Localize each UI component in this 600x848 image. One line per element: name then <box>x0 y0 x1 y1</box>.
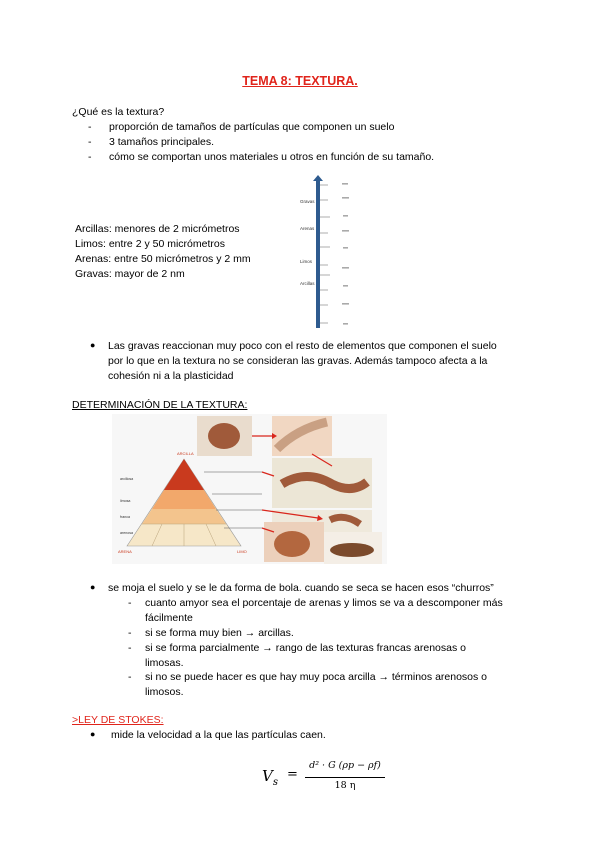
bullet-icon: ● <box>90 582 96 592</box>
size-arcillas: Arcillas: menores de 2 micrómetros <box>75 223 240 235</box>
stokes-bullet: mide la velocidad a la que las partículas caen. <box>111 729 326 741</box>
sub-item-1-line-2: fácilmente <box>145 612 193 624</box>
formula-equals: = <box>287 767 298 782</box>
triangle-side-arcillosa: arcillosa <box>120 477 134 481</box>
formula-denominator: 18 η <box>334 780 356 791</box>
triangle-side-limosa: limosa <box>120 499 131 503</box>
page-title: TEMA 8: TEXTURA. <box>242 74 358 88</box>
triangle-label-limo: LIMO <box>237 549 247 554</box>
sub-item-3-line-1: si se forma parcialmente → rango de las texturas francas arenosas o <box>145 642 466 654</box>
bullet-icon: ● <box>90 729 96 739</box>
gravel-note-line-1: Las gravas reaccionan muy poco con el resto de elementos que componen el suelo <box>108 340 497 352</box>
size-limos: Limos: entre 2 y 50 micrómetros <box>75 238 225 250</box>
triangle-label-arena: ARENA <box>118 549 132 554</box>
scale-label-arcillas: Arcillas <box>300 281 315 286</box>
formula-fraction-bar <box>305 777 385 778</box>
gravel-note-line-2: por lo que en la textura no se consideran las gravas. Además tampoco afecta a la <box>108 355 488 367</box>
formula-lhs: $V_s$ <box>262 767 278 788</box>
scale-label-limos: Limos <box>300 259 313 264</box>
dash-icon: - <box>128 597 132 609</box>
intro-question: ¿Qué es la textura? <box>72 106 165 118</box>
particle-size-scale <box>296 175 358 330</box>
stokes-heading: >LEY DE STOKES: <box>72 714 164 726</box>
scale-label-arenas: Arenas <box>300 226 315 231</box>
dash-icon: - <box>128 642 132 654</box>
formula-numerator: d² · G (ρp − ρf) <box>309 760 381 771</box>
sub-item-3-line-2: limosas. <box>145 657 184 669</box>
dash-icon: - <box>128 627 132 639</box>
gravel-note-line-3: cohesión ni a la plasticidad <box>108 370 234 382</box>
size-arenas: Arenas: entre 50 micrómetros y 2 mm <box>75 253 251 265</box>
determination-bullet: se moja el suelo y se le da forma de bola. cuando se seca se hacen esos “churros” <box>108 582 494 594</box>
triangle-side-franca: franca <box>120 515 130 519</box>
texture-determination-figure <box>112 414 387 564</box>
sub-item-1-line-1: cuanto amyor sea el porcentaje de arenas y limos se va a descomponer más <box>145 597 503 609</box>
size-gravas: Gravas: mayor de 2 nm <box>75 268 185 280</box>
sub-item-4-line-1: si no se puede hacer es que hay muy poca arcilla → términos arenosos o <box>145 671 488 683</box>
sub-item-4-line-2: limosos. <box>145 686 184 698</box>
scale-label-gravas: Gravas <box>300 199 315 204</box>
triangle-label-arcilla: ARCILLA <box>177 451 194 456</box>
sub-item-2: si se forma muy bien → arcillas. <box>145 627 294 639</box>
dash-icon: - <box>128 671 132 683</box>
bullet-icon: ● <box>90 340 96 350</box>
triangle-side-arenosa: arenosa <box>120 531 133 535</box>
determination-heading: DETERMINACIÓN DE LA TEXTURA: <box>72 399 248 411</box>
